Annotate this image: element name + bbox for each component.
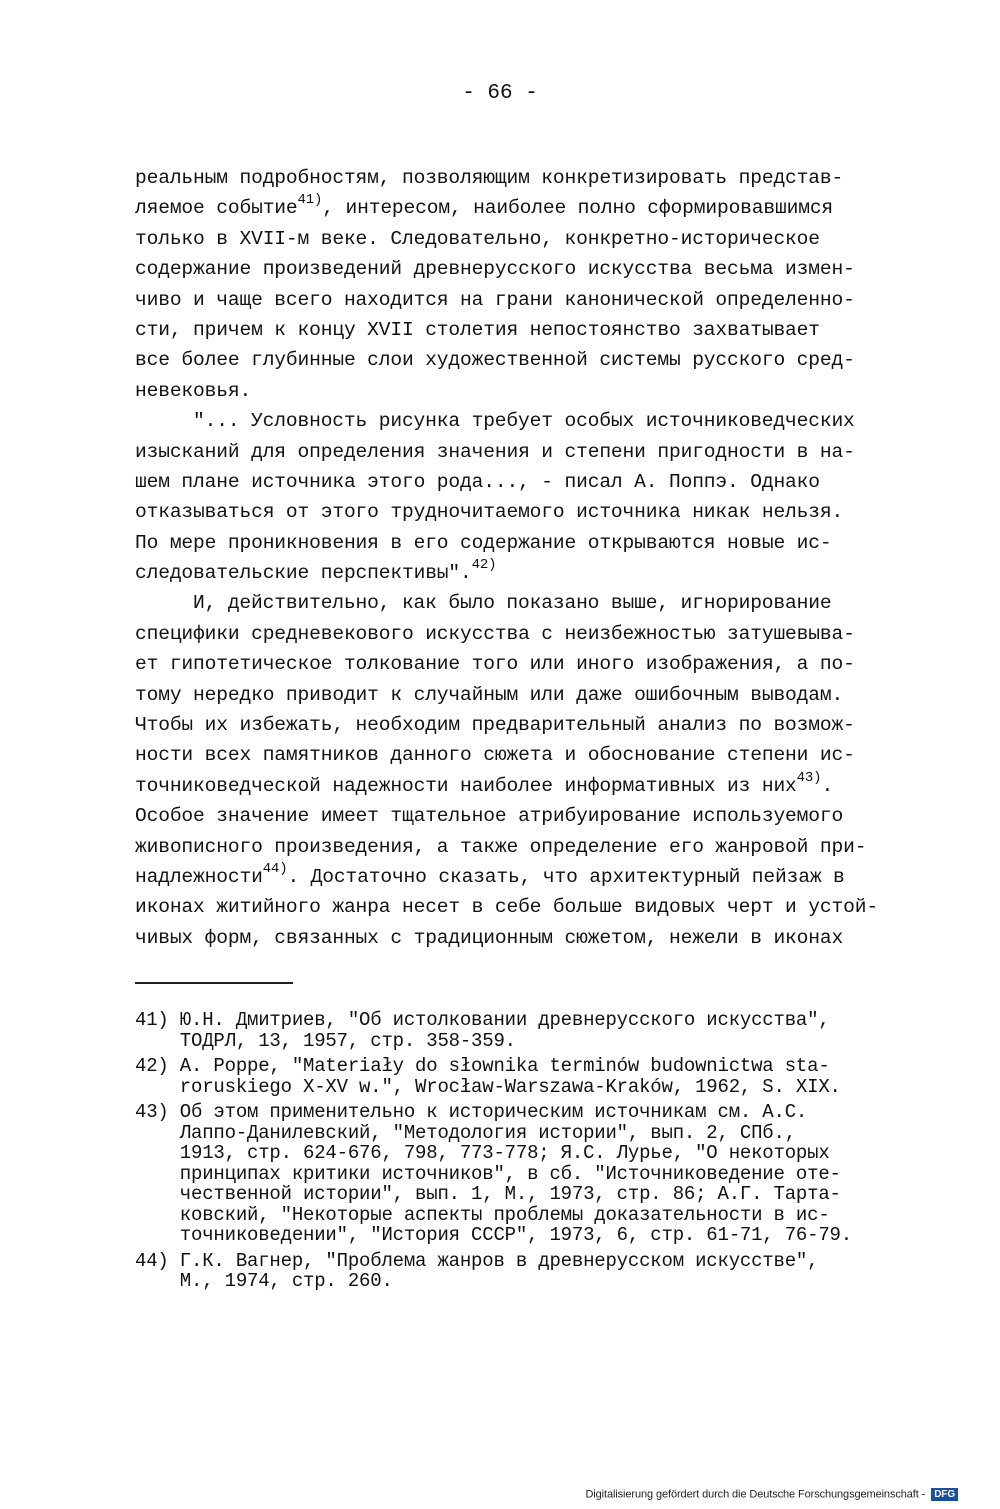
line-text: чивых форм, связанных с традиционным сюжетом, нежели в иконах — [135, 926, 844, 949]
text-line — [135, 254, 935, 284]
footnote-line: 41) Ю.Н. Дмитриев, "Об истолковании древнерусского искусства", — [135, 1009, 830, 1031]
footnotes — [135, 1010, 935, 1297]
footnote-ref: 42) — [471, 557, 497, 574]
line-text-after-ref: . Достаточно сказать, что архитектурный пейзаж в — [287, 865, 845, 888]
footnote-line: точниковедении", "История СССР", 1973, 6, стр. 61-71, 76-79. — [135, 1224, 852, 1246]
footnote — [135, 1056, 935, 1097]
text-line — [135, 892, 935, 922]
footnote-line: чественной истории", вып. 1, М., 1973, стр. 86; А.Г. Тарта- — [135, 1183, 841, 1205]
text-line — [135, 376, 935, 406]
line-text-after-ref: . — [821, 774, 834, 797]
footnote-ref: 43) — [796, 769, 822, 786]
footnote — [135, 1251, 935, 1292]
line-text-after-ref: , интересом, наиболее полно сформировавшимся — [322, 197, 834, 220]
text-line — [135, 193, 935, 223]
line-text: ности всех памятников данного сюжета и обоснование степени ис- — [135, 744, 855, 767]
text-line — [135, 923, 935, 953]
line-text: следовательские перспективы". — [135, 562, 472, 585]
text-line — [135, 467, 935, 497]
text-line — [135, 315, 935, 345]
footnote-line: 42) A. Poppe, "Materiały do słownika terminów budownictwa sta- — [135, 1055, 830, 1077]
text-line — [135, 224, 935, 254]
text-line — [135, 528, 935, 558]
line-text: тому нередко приводит к случайным или даже ошибочным выводам. — [135, 683, 844, 706]
line-text: иконах житийного жанра несет в себе больше видовых черт и устой- — [135, 896, 878, 919]
footnote-line: ТОДРЛ, 13, 1957, стр. 358-359. — [135, 1029, 516, 1052]
line-text: только в XVII-м веке. Следовательно, конкретно-историческое — [135, 227, 820, 250]
footnote-line: принципах критики источников", в сб. "Источниковедение оте- — [135, 1162, 841, 1185]
footnote — [135, 1102, 935, 1246]
footnote-line: 43) Об этом применительно к историческим источникам см. А.С. — [135, 1101, 808, 1123]
line-text: ляемое событие — [135, 197, 298, 220]
line-text: отказываться от этого трудночитаемого источника никак нельзя. — [135, 501, 844, 524]
digitization-credit — [585, 1488, 958, 1501]
text-line — [135, 832, 935, 862]
line-text: надлежности — [135, 865, 263, 888]
text-line — [135, 862, 935, 892]
line-text: содержание произведений древнерусского искусства весьма измен- — [135, 258, 855, 281]
line-text: чиво и чаще всего находится на грани канонической определенно- — [135, 288, 855, 311]
text-line — [135, 740, 935, 770]
text-line — [135, 345, 935, 375]
page-number: - 66 - — [462, 82, 538, 105]
footnote — [135, 1010, 935, 1051]
text-line — [135, 437, 935, 467]
line-text: ет гипотетическое толкование того или иного изображения, а по- — [135, 653, 855, 676]
text-line — [135, 406, 935, 436]
line-text: "... Условность рисунка требует особых источниковедческих — [193, 410, 855, 433]
line-text: невековья. — [135, 379, 252, 402]
text-line — [135, 285, 935, 315]
line-text: все более глубинные слои художественной системы русского сред- — [135, 349, 855, 372]
line-text: изысканий для определения значения и степени пригодности в на- — [135, 440, 855, 463]
line-text: И, действительно, как было показано выше, игнорирование — [193, 592, 832, 615]
text-line — [135, 163, 935, 193]
line-text: живописного произведения, а также определение его жанровой при- — [135, 835, 867, 858]
credit-text: Digitalisierung gefördert durch die Deutsche Forschungsgemeinschaft - — [585, 1488, 926, 1501]
text-line — [135, 710, 935, 740]
footnote-separator — [135, 982, 293, 984]
footnote-line: roruskiego X-XV w.", Wrocław-Warszawa-Kraków, 1962, S. XIX. — [135, 1075, 841, 1098]
footnote-ref: 44) — [262, 860, 288, 877]
line-text: Особое значение имеет тщательное атрибуирование используемого — [135, 805, 844, 828]
line-text: По мере проникновения в его содержание открываются новые ис- — [135, 531, 832, 554]
footnote-line: 44) Г.К. Вагнер, "Проблема жанров в древнерусском искусстве", — [135, 1249, 819, 1272]
text-line — [135, 801, 935, 831]
text-line — [135, 588, 935, 618]
text-line — [135, 497, 935, 527]
line-text: специфики средневекового искусства с неизбежностью затушевыва- — [135, 622, 855, 645]
text-line — [135, 649, 935, 679]
text-line — [135, 680, 935, 710]
line-text: точниковедческой надежности наиболее информативных из них — [135, 774, 797, 797]
dfg-logo: DFG — [931, 1488, 958, 1501]
line-text: шем плане источника этого рода..., - писал А. Поппэ. Однако — [135, 470, 820, 493]
footnote-ref: 41) — [297, 192, 323, 209]
text-line — [135, 558, 935, 588]
text-line — [135, 771, 935, 801]
footnote-line: ковский, "Некоторые аспекты проблемы доказательности в ис- — [135, 1203, 830, 1226]
footnote-line: Лаппо-Данилевский, "Методология истории", вып. 2, СПб., — [135, 1121, 796, 1144]
footnote-line: М., 1974, стр. 260. — [135, 1270, 393, 1292]
footnote-line: 1913, стр. 624-676, 798, 773-778; Я.С. Лурье, "О некоторых — [135, 1142, 830, 1164]
main-text — [135, 163, 935, 953]
line-text: реальным подробностям, позволяющим конкретизировать представ- — [135, 167, 844, 189]
line-text: сти, причем к концу XVII столетия непостоянство захватывает — [135, 318, 820, 341]
text-line — [135, 619, 935, 649]
line-text: Чтобы их избежать, необходим предварительный анализ по возмож- — [135, 714, 855, 737]
